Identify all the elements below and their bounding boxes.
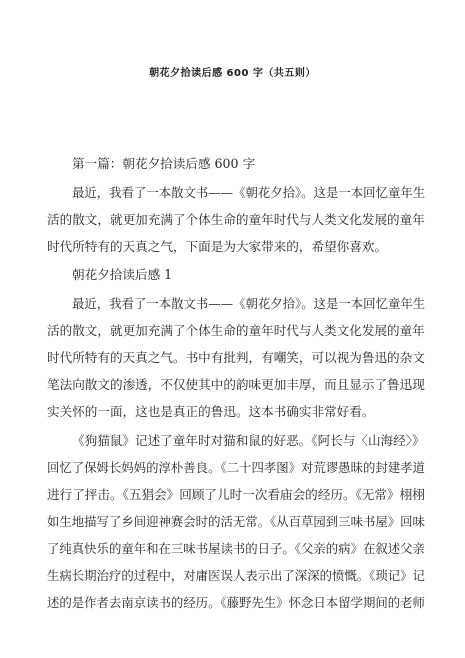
paragraph-line: 活的散文，就更加充满了个体生命的童年时代与人类文化发展的童年 [47, 323, 425, 338]
paragraph-line: 如生地描写了乡间迎神赛会时的活无常。《从百草园到三味书屋》回味 [47, 514, 425, 529]
paragraph-line: 进行了抨击。《五猖会》回顾了儿时一次看庙会的经历。《无常》栩栩 [47, 487, 425, 502]
section-heading: 第一篇：朝花夕拾读后感 600 字 [72, 156, 256, 171]
paragraph-line: 最近，我看了一本散文书——《朝花夕拾》。这是一本回忆童年生 [72, 296, 426, 311]
paragraph-line: 活的散文，就更加充满了个体生命的童年时代与人类文化发展的童年 [47, 212, 425, 227]
paragraph-line: 实关怀的一面，这也是真正的鲁迅。这本书确实非常好看。 [47, 404, 375, 419]
paragraph-line: 述的是作者去南京读书的经历。《藤野先生》怀念日本留学期间的老师 [47, 595, 425, 610]
paragraph-line: 《狗猫鼠》记述了童年时对猫和鼠的好恶。《阿长与〈山海经〉》 [72, 433, 425, 448]
paragraph-line: 最近，我看了一本散文书——《朝花夕拾》。这是一本回忆童年生 [72, 185, 426, 200]
paragraph-line: 回忆了保姆长妈妈的淳朴善良。《二十四孝图》对荒谬愚昧的封建孝道 [47, 460, 425, 475]
paragraph-line: 生病长期治疗的过程中，对庸医误人表示出了深深的愤慨。《琐记》记 [47, 568, 425, 583]
sub-heading: 朝花夕拾读后感 1 [72, 267, 173, 282]
document-title: 朝花夕拾读后感 600 字（共五则） [149, 68, 316, 79]
paragraph-line: 时代所特有的天真之气。书中有批判，有嘲笑，可以视为鲁迅的杂文 [47, 350, 425, 365]
paragraph-line: 时代所特有的天真之气，下面是为大家带来的，希望你喜欢。 [47, 239, 388, 254]
paragraph-line: 了纯真快乐的童年和在三味书屋读书的日子。《父亲的病》在叙述父亲 [47, 541, 425, 556]
paragraph-line: 笔法向散文的渗透，不仅使其中的韵味更加丰厚，而且显示了鲁迅现 [47, 377, 425, 392]
